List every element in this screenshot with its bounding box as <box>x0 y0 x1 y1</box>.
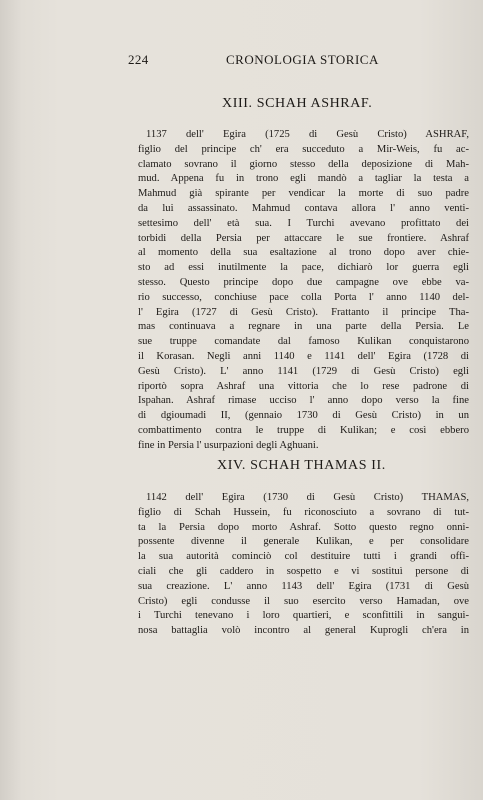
text-line: l' Egira (1727 di Gesù Cristo). Frattanto il principe Tha- <box>138 306 469 318</box>
running-head <box>128 52 379 72</box>
text-line: da lui assassinato. Mahmud contava allora l' anno venti- <box>138 202 469 214</box>
text-line: ciali che gli caddero in sospetto e vi sostituì persone di <box>138 565 469 577</box>
text-line: clamato sovrano il giorno stesso della deposizione di Mah- <box>138 158 469 170</box>
text-line: settesimo dell' età sua. I Turchi avevano profittato dei <box>138 217 469 229</box>
text-line: mud. Appena fu in trono egli mandò a tagliar la testa a <box>138 173 469 185</box>
text-line: fine in Persia l' usurpazioni degli Aghuani. <box>138 439 319 451</box>
text-line: possente divenne il generale Kulikan, e per consolidare <box>138 536 469 548</box>
text-line: combattimento contra le truppe di Kulikan; e così ebbero <box>138 424 469 436</box>
section-body-xiii <box>138 128 469 454</box>
text-line: di dgioumadi II, (gennaio 1730 di Gesù Cristo) in un <box>138 410 469 422</box>
text-line: torbidi della Persia per attaccare le sue frontiere. Ashraf <box>138 232 469 244</box>
text-line: ta la Persia dopo morto Ashraf. Sotto questo regno onni- <box>138 521 469 533</box>
text-line: al momento della sua esaltazione al trono dopo aver chie- <box>138 247 469 259</box>
page-number: 224 <box>128 52 149 67</box>
text-line: mas continuava a regnare in una parte della Persia. Le <box>138 321 469 333</box>
section-heading-xiii: XIII. SCHAH ASHRAF. <box>222 96 373 111</box>
text-line: stesso. Questo principe dopo due campagne ove ebbe va- <box>138 276 469 288</box>
text-line: la sua autorità cominciò col destituire tutti i grandi offi- <box>138 551 469 563</box>
text-line: Gesù Cristo). L' anno 1141 (1729 di Gesù Cristo) egli <box>138 365 469 377</box>
text-line: Mahmud già spirante per vendicar la morte di suo padre <box>138 188 469 200</box>
text-line: i Turchi tenevano i loro quartieri, e sconfittili in sangui- <box>138 610 469 622</box>
text-line: nosa battaglia volò incontro al general Kuprogli ch'era in <box>138 625 469 637</box>
section-body-xiv <box>138 491 469 639</box>
text-line: il Korasan. Negli anni 1140 e 1141 dell' Egira (1728 di <box>138 350 469 362</box>
text-line: riportò sopra Ashraf una vittoria che lo rese padrone di <box>138 380 469 392</box>
section-heading-xiv: XIV. SCHAH THAMAS II. <box>217 458 386 473</box>
text-line: rio successo, conchiuse pace colla Porta l' anno 1140 del- <box>138 291 469 303</box>
text-line: sua creazione. L' anno 1143 dell' Egira (1731 di Gesù <box>138 580 469 592</box>
text-line: figlio del principe ch' era succeduto a Mir-Weis, fu ac- <box>138 143 469 155</box>
text-line: 1142 dell' Egira (1730 di Gesù Cristo) THAMAS, <box>146 492 469 503</box>
text-line: Ispahan. Ashraf rimase ucciso l' anno dopo verso la fine <box>138 395 469 407</box>
text-line: figlio di Schah Hussein, fu riconosciuto a sovrano di tut- <box>138 506 469 518</box>
text-line: Cristo) egli condusse il suo esercito verso Hamadan, ove <box>138 595 469 607</box>
running-title: CRONOLOGIA STORICA <box>226 52 379 67</box>
text-line: 1137 dell' Egira (1725 di Gesù Cristo) ASHRAF, <box>146 129 469 140</box>
text-line: sue truppe comandate dal famoso Kulikan conquistarono <box>138 336 469 348</box>
text-line: sto ad essi inutilmente la pace, dichiarò lor guerra egli <box>138 262 469 274</box>
